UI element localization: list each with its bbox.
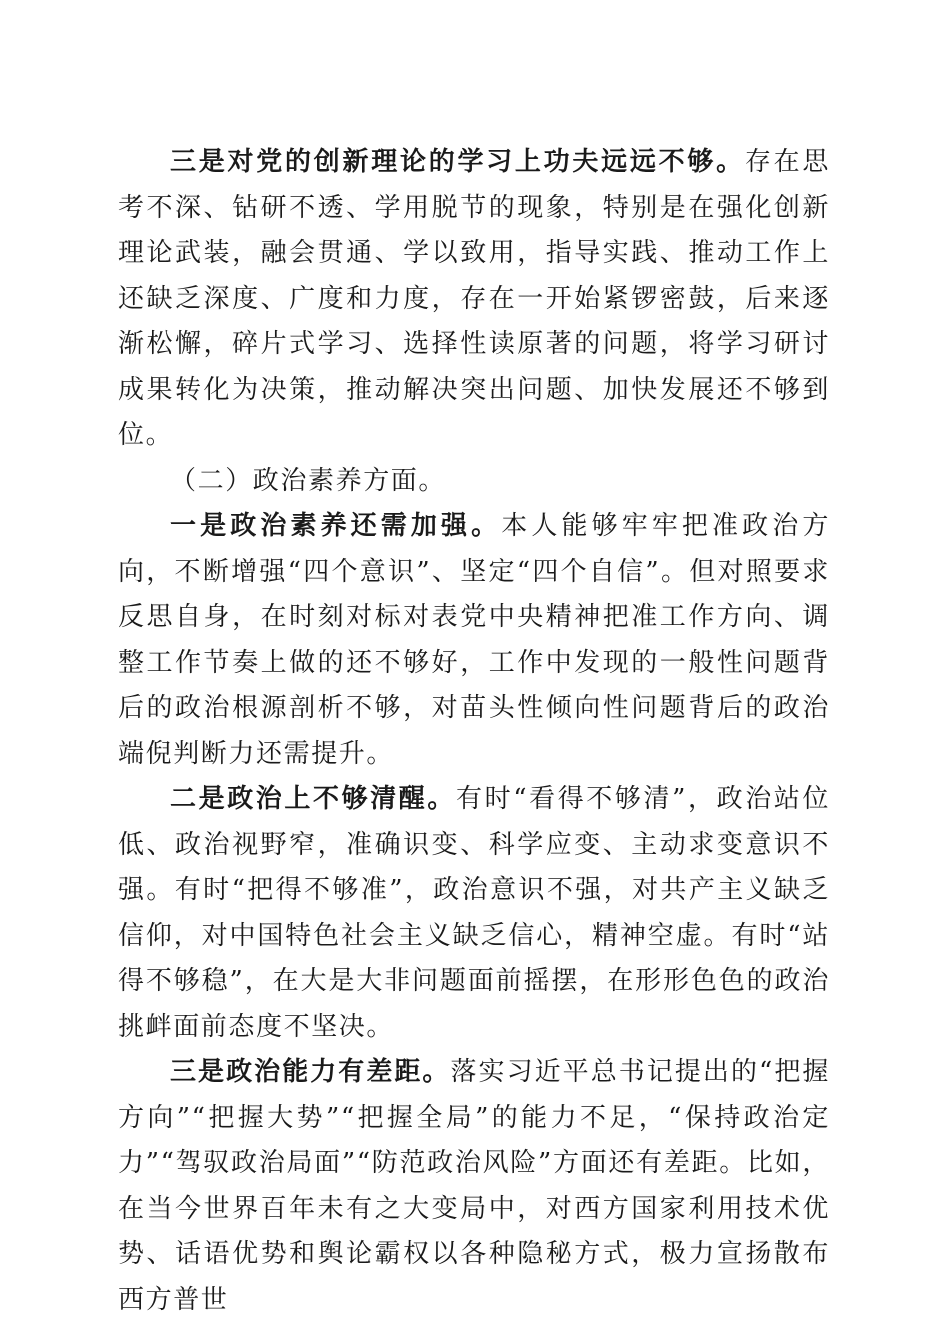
paragraph-political-capability — [118, 1050, 830, 1323]
paragraph-political-literacy — [118, 504, 830, 777]
paragraph-text: 本人能够牢牢把准政治方向，不断增强“四个意识”、坚定“四个自信”。但对照要求反思自身，在时刻对标对表党中央精神把准工作方向、调整工作节奏上做的还不够好，工作中发现的一般性问题背后的政治根源剖析不够，对苗头性倾向性问题背后的政治端倪判断力还需提升。 — [118, 511, 830, 769]
document-body — [118, 140, 830, 1323]
paragraph-text: 落实习近平总书记提出的“把握方向”“把握大势”“把握全局”的能力不足，“保持政治定力”“驾驭政治局面”“防范政治风险”方面还有差距。比如，在当今世界百年未有之大变局中，对西方国家利用技术优势、话语优势和舆论霸权以各种隐秘方式，极力宣扬散布西方普世 — [118, 1057, 830, 1315]
paragraph-text: 有时“看得不够清”，政治站位低、政治视野窄，准确识变、科学应变、主动求变意识不强。有时“把得不够准”，政治意识不强，对共产主义缺乏信仰，对中国特色社会主义缺乏信心，精神空虚。有时“站得不够稳”，在大是大非问题面前摇摆，在形形色色的政治挑衅面前态度不坚决。 — [118, 784, 830, 1042]
paragraph-lead: 二是政治上不够清醒。 — [170, 784, 457, 814]
paragraph-political-clarity — [118, 777, 830, 1050]
paragraph-theory-study — [118, 140, 830, 459]
section-heading: （二）政治素养方面。 — [170, 465, 447, 496]
paragraph-lead: 三是政治能力有差距。 — [170, 1057, 451, 1087]
paragraph-text: 存在思考不深、钻研不透、学用脱节的现象，特别是在强化创新理论武装，融会贯通、学以致用，指导实践、推动工作上还缺乏深度、广度和力度，存在一开始紧锣密鼓，后来逐渐松懈，碎片式学习、选择性读原著的问题，将学习研讨成果转化为决策，推动解决突出问题、加快发展还不够到位。 — [118, 147, 830, 450]
paragraph-lead: 一是政治素养还需加强。 — [170, 511, 502, 541]
paragraph-lead: 三是对党的创新理论的学习上功夫远远不够。 — [170, 147, 745, 177]
